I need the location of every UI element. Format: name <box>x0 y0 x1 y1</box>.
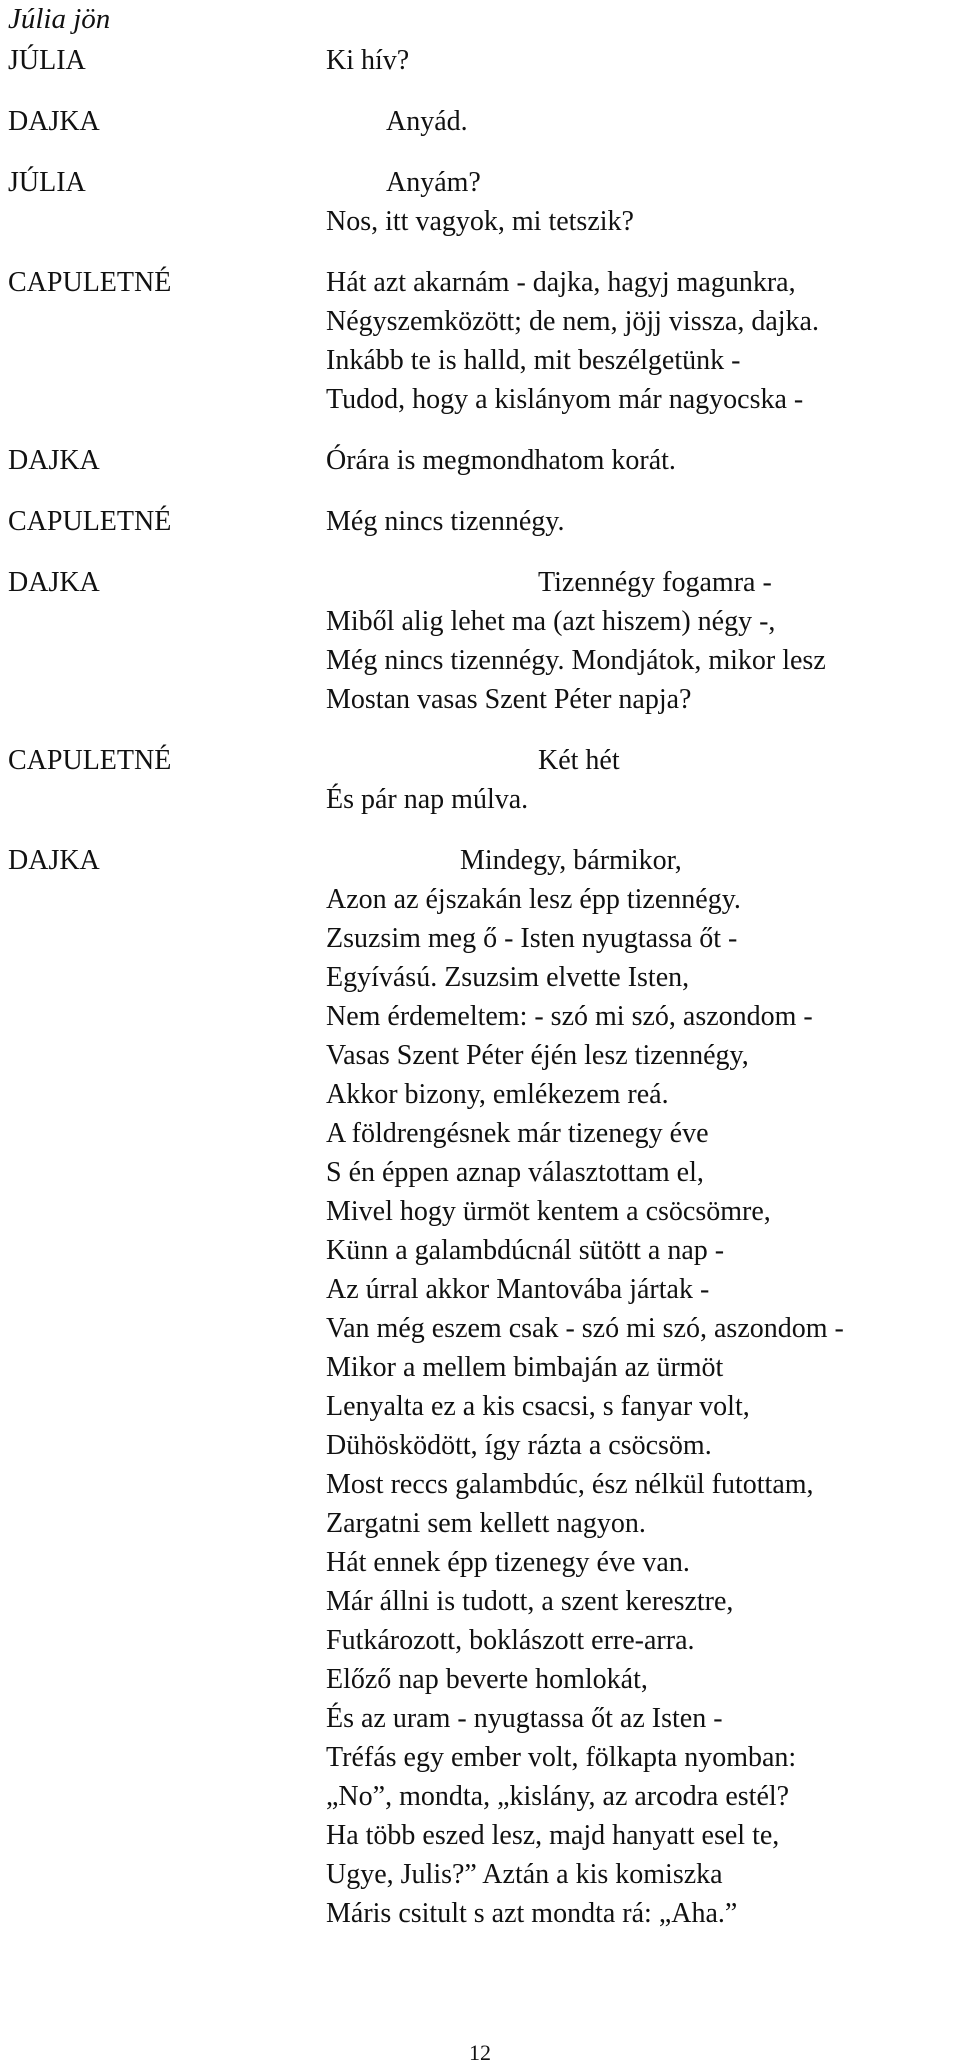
verse-line: Hát ennek épp tizenegy éve van. <box>326 1547 690 1578</box>
speaker-name: DAJKA <box>8 445 100 476</box>
speech-lines <box>326 41 956 80</box>
verse-line: Lenyalta ez a kis csacsi, s fanyar volt, <box>326 1391 750 1422</box>
speech-lines <box>326 741 956 819</box>
verse-line: S én éppen aznap választottam el, <box>326 1157 704 1188</box>
verse-line: Még nincs tizennégy. <box>326 506 565 537</box>
speech-lines <box>326 841 956 1933</box>
verse-line: Máris csitult s azt mondta rá: „Aha.” <box>326 1898 738 1929</box>
verse-line: Tudod, hogy a kislányom már nagyocska - <box>326 384 804 415</box>
speech-lines <box>326 563 956 719</box>
speaker-name: DAJKA <box>8 567 100 598</box>
verse-line: Még nincs tizennégy. Mondjátok, mikor lesz <box>326 645 826 676</box>
speech-lines <box>326 263 956 419</box>
verse-line: Vasas Szent Péter éjén lesz tizennégy, <box>326 1040 749 1071</box>
verse-line: Dühösködött, így rázta a csöcsöm. <box>326 1430 712 1461</box>
verse-line: Zsuzsim meg ő - Isten nyugtassa őt - <box>326 923 738 954</box>
verse-line: Hát azt akarnám - dajka, hagyj magunkra, <box>326 267 796 298</box>
page-number: 12 <box>469 2040 491 2065</box>
speaker-name: JÚLIA <box>8 45 86 76</box>
verse-line: Négyszemközött; de nem, jöjj vissza, dajka. <box>326 306 819 337</box>
verse-line: Van még eszem csak - szó mi szó, aszondom - <box>326 1313 844 1344</box>
verse-line: Mostan vasas Szent Péter napja? <box>326 684 692 715</box>
verse-line: Most reccs galambdúc, ész nélkül futottam, <box>326 1469 814 1500</box>
verse-line: Mikor a mellem bimbaján az ürmöt <box>326 1352 724 1383</box>
verse-line: Künn a galambdúcnál sütött a nap - <box>326 1235 725 1266</box>
verse-line: Anyám? <box>386 167 481 198</box>
verse-line: Tréfás egy ember volt, fölkapta nyomban: <box>326 1742 797 1773</box>
verse-line: Azon az éjszakán lesz épp tizennégy. <box>326 884 741 915</box>
verse-line: Ugye, Julis?” Aztán a kis komiszka <box>326 1859 723 1890</box>
verse-line: Miből alig lehet ma (azt hiszem) négy -, <box>326 606 776 637</box>
verse-line: És az uram - nyugtassa őt az Isten - <box>326 1703 723 1734</box>
verse-line: Tizennégy fogamra - <box>538 567 772 598</box>
verse-line: Mivel hogy ürmöt kentem a csöcsömre, <box>326 1196 771 1227</box>
verse-line: Egyívású. Zsuzsim elvette Isten, <box>326 962 690 993</box>
verse-line: Zargatni sem kellett nagyon. <box>326 1508 646 1539</box>
verse-line: Nem érdemeltem: - szó mi szó, aszondom - <box>326 1001 813 1032</box>
speech-lines <box>326 163 956 241</box>
speech-lines <box>326 102 956 141</box>
speaker-name: CAPULETNÉ <box>8 267 172 298</box>
speech-lines <box>326 502 956 541</box>
speaker-name: CAPULETNÉ <box>8 745 172 776</box>
verse-line: Mindegy, bármikor, <box>460 845 682 876</box>
verse-line: Két hét <box>538 745 620 776</box>
verse-line: „No”, mondta, „kislány, az arcodra estél? <box>326 1781 790 1812</box>
speaker-name: DAJKA <box>8 106 100 137</box>
verse-line: A földrengésnek már tizenegy éve <box>326 1118 709 1149</box>
verse-line: Órára is megmondhatom korát. <box>326 445 676 476</box>
verse-line: Az úrral akkor Mantovába jártak - <box>326 1274 710 1305</box>
speaker-name: DAJKA <box>8 845 100 876</box>
verse-line: Inkább te is halld, mit beszélgetünk - <box>326 345 741 376</box>
speaker-name: CAPULETNÉ <box>8 506 172 537</box>
stage-direction: Júlia jön <box>8 3 111 35</box>
verse-line: Akkor bizony, emlékezem reá. <box>326 1079 669 1110</box>
speech-lines <box>326 441 956 480</box>
verse-line: Már állni is tudott, a szent keresztre, <box>326 1586 734 1617</box>
speaker-name: JÚLIA <box>8 167 86 198</box>
verse-line: És pár nap múlva. <box>326 784 529 815</box>
verse-line: Ki hív? <box>326 45 410 76</box>
verse-line: Futkározott, boklászott erre-arra. <box>326 1625 695 1656</box>
verse-line: Nos, itt vagyok, mi tetszik? <box>326 206 634 237</box>
verse-line: Előző nap beverte homlokát, <box>326 1664 648 1695</box>
verse-line: Anyád. <box>386 106 468 137</box>
verse-line: Ha több eszed lesz, majd hanyatt esel te, <box>326 1820 780 1851</box>
